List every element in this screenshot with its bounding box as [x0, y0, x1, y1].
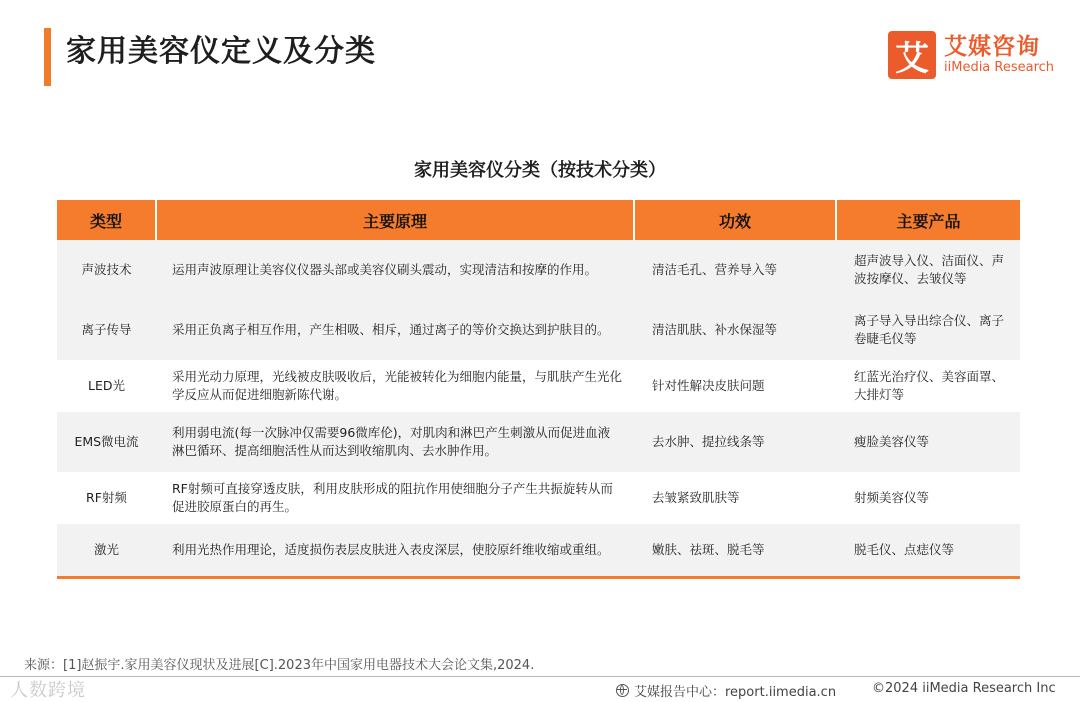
- cell-effect: 去水肿、提拉线条等: [634, 412, 836, 472]
- cell-type: 离子传导: [57, 300, 156, 360]
- cell-type: EMS微电流: [57, 412, 156, 472]
- cell-product: 离子导入导出综合仪、离子卷睫毛仪等: [836, 300, 1020, 360]
- logo-cn-text: 艾媒咨询: [944, 34, 1040, 60]
- cell-principle: RF射频可直接穿透皮肤，利用皮肤形成的阻抗作用使细胞分子产生共振旋转从而促进胶原蛋白的再生。: [156, 472, 634, 524]
- globe-icon: [616, 684, 629, 697]
- column-header-product: 主要产品: [836, 200, 1020, 240]
- table-row: [57, 360, 1020, 412]
- footer-site[interactable]: [616, 681, 836, 700]
- cell-effect: 清洁毛孔、营养导入等: [634, 240, 836, 300]
- cell-effect: 嫩肤、祛斑、脱毛等: [634, 524, 836, 576]
- classification-table: [57, 200, 1020, 579]
- cell-type: 声波技术: [57, 240, 156, 300]
- table-row: [57, 300, 1020, 360]
- column-header-principle: 主要原理: [156, 200, 634, 240]
- table-row: [57, 524, 1020, 576]
- table-bottom-rule: [57, 576, 1020, 579]
- table-row: [57, 240, 1020, 300]
- cell-principle: 利用弱电流(每一次脉冲仅需要96微库伦)，对肌肉和淋巴产生刺激从而促进血液淋巴循环、提高细胞活性从而达到收缩肌肉、去水肿作用。: [156, 412, 634, 472]
- table-row: [57, 412, 1020, 472]
- cell-product: 瘦脸美容仪等: [836, 412, 1020, 472]
- cell-principle: 利用光热作用理论，适度损伤表层皮肤进入表皮深层，使胶原纤维收缩或重组。: [156, 524, 634, 576]
- table-title: 家用美容仪分类（按技术分类）: [414, 160, 666, 181]
- logo-en-text: iiMedia Research: [944, 60, 1055, 75]
- logo-text: [944, 34, 1054, 76]
- cell-principle: 采用光动力原理，光线被皮肤吸收后，光能被转化为细胞内能量，与肌肤产生光化学反应从而促进细胞新陈代谢。: [156, 360, 634, 412]
- cell-effect: 针对性解决皮肤问题: [634, 360, 836, 412]
- logo-mark-icon: 艾: [888, 31, 936, 79]
- footer-site-text: 艾媒报告中心：report.iimedia.cn: [634, 685, 837, 700]
- column-header-effect: 功效: [634, 200, 836, 240]
- cell-product: 射频美容仪等: [836, 472, 1020, 524]
- cell-product: 脱毛仪、点痣仪等: [836, 524, 1020, 576]
- title-accent-bar: [44, 28, 51, 86]
- cell-type: LED光: [57, 360, 156, 412]
- iimedia-logo: [888, 30, 1054, 80]
- footer-divider: [0, 676, 1080, 677]
- page-title: 家用美容仪定义及分类: [66, 34, 376, 69]
- footer-copyright: ©2024 iiMedia Research Inc: [872, 681, 1056, 696]
- cell-principle: 采用正负离子相互作用，产生相吸、相斥，通过离子的等价交换达到护肤目的。: [156, 300, 634, 360]
- watermark: 人数跨境: [10, 680, 86, 701]
- cell-effect: 清洁肌肤、补水保湿等: [634, 300, 836, 360]
- column-header-type: 类型: [57, 200, 156, 240]
- cell-type: RF射频: [57, 472, 156, 524]
- table-row: [57, 472, 1020, 524]
- source-note: 来源：[1]赵振宇.家用美容仪现状及进展[C].2023年中国家用电器技术大会论文集,2024.: [24, 658, 535, 673]
- cell-type: 激光: [57, 524, 156, 576]
- table-header-row: [57, 200, 1020, 240]
- cell-principle: 运用声波原理让美容仪仪器头部或美容仪刷头震动，实现清洁和按摩的作用。: [156, 240, 634, 300]
- cell-product: 超声波导入仪、洁面仪、声波按摩仪、去皱仪等: [836, 240, 1020, 300]
- cell-effect: 去皱紧致肌肤等: [634, 472, 836, 524]
- cell-product: 红蓝光治疗仪、美容面罩、大排灯等: [836, 360, 1020, 412]
